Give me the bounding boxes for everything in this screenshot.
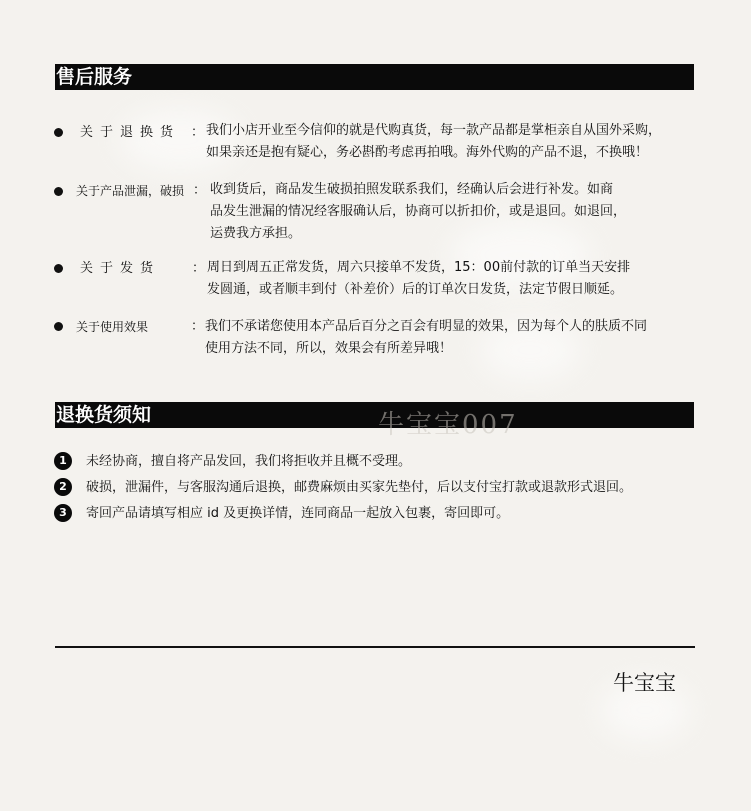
item-label-shipping: 关于发货	[80, 261, 161, 276]
desc-line: 收到货后，商品发生破损拍照发联系我们，经确认后会进行补发。如商	[210, 182, 614, 197]
bullet-icon	[54, 264, 63, 273]
item-colon: ：	[191, 125, 205, 140]
bullet-icon	[54, 128, 63, 137]
number-badge: 3	[54, 504, 72, 522]
desc-line: 周日到周五正常发货，周六只接单不发货，15：00前付款的订单当天安排	[207, 260, 631, 275]
item-colon: ：	[191, 319, 205, 334]
desc-line: 如果亲还是抱有疑心，务必斟酌考虑再拍哦。海外代购的产品不退，不换哦！	[206, 145, 649, 160]
desc-line: 运费我方承担。	[210, 226, 302, 241]
item-desc-damage	[210, 179, 626, 245]
after-sales-title: 售后服务	[56, 66, 133, 88]
item-desc-returns	[206, 120, 661, 164]
number-badge: 1	[54, 452, 72, 470]
desc-line: 发圆通，或者顺丰到付（补差价）后的订单次日发货，法定节假日顺延。	[207, 282, 624, 297]
watermark-text: 牛宝宝007	[378, 410, 518, 440]
number-badge: 2	[54, 478, 72, 496]
brand-name: 牛宝宝	[613, 671, 676, 695]
desc-line: 我们不承诺您使用本产品后百分之百会有明显的效果，因为每个人的肤质不同	[205, 319, 648, 334]
desc-line: 品发生泄漏的情况经客服确认后，协商可以折扣价，或是退回。如退回，	[210, 204, 627, 219]
item-colon: ：	[193, 183, 207, 198]
bullet-icon	[54, 187, 63, 196]
returns-notice-header	[55, 402, 694, 428]
rule-text: 未经协商，擅自将产品发回，我们将拒收并且概不受理。	[86, 454, 412, 469]
rule-text: 寄回产品请填写相应 id 及更换详情，连同商品一起放入包裹，寄回即可。	[86, 506, 510, 521]
rule-text: 破损，泄漏件，与客服沟通后退换，邮费麻烦由买家先垫付，后以支付宝打款或退款形式退回。	[86, 480, 633, 495]
item-label-returns: 关于退换货	[80, 125, 181, 140]
after-sales-header	[55, 64, 694, 90]
returns-notice-title: 退换货须知	[56, 404, 152, 426]
footer-divider	[55, 646, 695, 648]
desc-line: 使用方法不同，所以，效果会有所差异哦！	[205, 341, 453, 356]
desc-line: 我们小店开业至今信仰的就是代购真货，每一款产品都是掌柜亲自从国外采购，	[206, 123, 662, 138]
item-label-damage: 关于产品泄漏，破损	[76, 184, 185, 198]
item-label-effect: 关于使用效果	[76, 320, 149, 334]
bullet-icon	[54, 322, 63, 331]
item-colon: ：	[192, 261, 206, 276]
item-desc-effect	[205, 316, 647, 360]
item-desc-shipping	[207, 257, 630, 301]
